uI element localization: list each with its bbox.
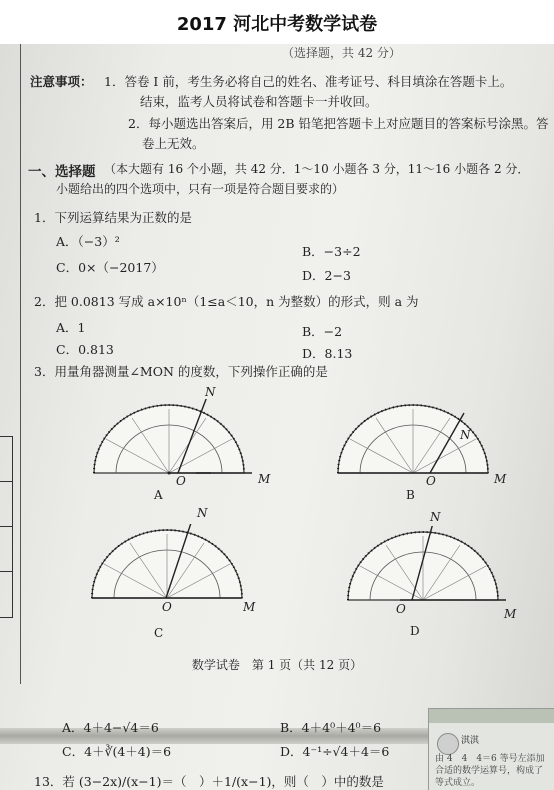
protractor-figure-d [340, 526, 506, 606]
character-name: 淇淇 [461, 736, 480, 746]
q3-c-point-m: M [243, 600, 256, 614]
section-desc-line2: 小题给出的四个选项中，只有一项是符合题目要求的） [56, 182, 345, 196]
exam-photo [0, 44, 554, 790]
q3-a-point-n: N [205, 385, 216, 399]
q3-option-b-label: B [406, 488, 415, 502]
q3-b-point-n: N [460, 428, 471, 442]
q1-option-c: C．0×（−2017） [56, 260, 164, 275]
q1-option-b: B．−3÷2 [302, 244, 361, 259]
q3-option-c-label: C [154, 626, 164, 640]
protractor-figure-c [84, 524, 250, 604]
comic-box [428, 708, 554, 790]
q2-stem: 2．把 0.0813 写成 a×10ⁿ（1≤a＜10，n 为整数）的形式，则 a 为 [34, 294, 419, 309]
q1-stem: 1．下列运算结果为正数的是 [34, 210, 192, 225]
q3-option-a-label: A [154, 488, 163, 502]
q3-c-point-n: N [197, 506, 208, 520]
q2-option-d: D．8.13 [302, 346, 353, 361]
section-heading: 一、选择题 [28, 164, 96, 180]
q3-c-point-o: O [162, 600, 172, 614]
q3-b-point-m: M [494, 472, 507, 486]
notice-item2-line2: 卷上无效。 [142, 136, 205, 151]
notice-item2-line1: 2．每小题选出答案后，用 2B 铅笔把答题卡上对应题目的答案标号涂黑。答 [128, 116, 549, 131]
q1-option-a: A．（−3）² [56, 234, 120, 249]
comic-text: 由 4 4 4＝6 等号左添加合适的数学运算号，构成了等式成立。 [435, 754, 545, 788]
q1-option-d: D．2−3 [302, 268, 351, 283]
section-desc-line1: （本大题有 16 个小题，共 42 分．1～10 小题各 3 分，11～16 小题各 2 分． [104, 162, 530, 176]
q12-option-c: C．4＋∛(4＋4)＝6 [62, 744, 172, 759]
q3-a-point-o: O [176, 474, 186, 488]
notice-label: 注意事项： [30, 74, 93, 89]
character-avatar [437, 733, 459, 755]
q12-option-d: D．4⁻¹÷√4＋4＝6 [280, 744, 390, 759]
q3-d-point-n: N [430, 510, 441, 524]
q3-d-point-m: M [504, 607, 517, 621]
q3-option-d-label: D [410, 624, 420, 638]
part-header: （选择题，共 42 分） [282, 46, 401, 60]
q13-stem: 13．若 (3−2x)/(x−1)＝（ ）＋1/(x−1)，则（ ）中的数是 [34, 774, 384, 789]
q3-d-point-o: O [396, 602, 406, 616]
q3-a-point-m: M [258, 472, 271, 486]
q3-b-point-o: O [426, 474, 436, 488]
q12-option-b: B．4＋4⁰＋4⁰＝6 [280, 720, 382, 735]
margin-line [20, 44, 21, 684]
q3-stem: 3．用量角器测量∠MON 的度数，下列操作正确的是 [34, 364, 328, 379]
q2-option-a: A．1 [56, 320, 86, 335]
notice-item1-line2: 结束，监考人员将试卷和答题卡一并收回。 [140, 94, 378, 109]
q2-option-c: C．0.813 [56, 342, 114, 357]
q12-option-a: A．4＋4−√4＝6 [62, 720, 159, 735]
comic-header-bar [429, 709, 554, 723]
protractor-figure-a [86, 399, 252, 479]
page-footer: 数学试卷 第 1 页（共 12 页） [191, 658, 363, 672]
protractor-figure-b [330, 399, 496, 479]
q2-option-b: B．−2 [302, 324, 343, 339]
document-title: 2017 河北中考数学试卷 [176, 14, 378, 35]
binding-boxes [0, 436, 13, 618]
notice-item1-line1: 1．答卷 I 前，考生务必将自己的姓名、准考证号、科目填涂在答题卡上。 [104, 74, 513, 89]
